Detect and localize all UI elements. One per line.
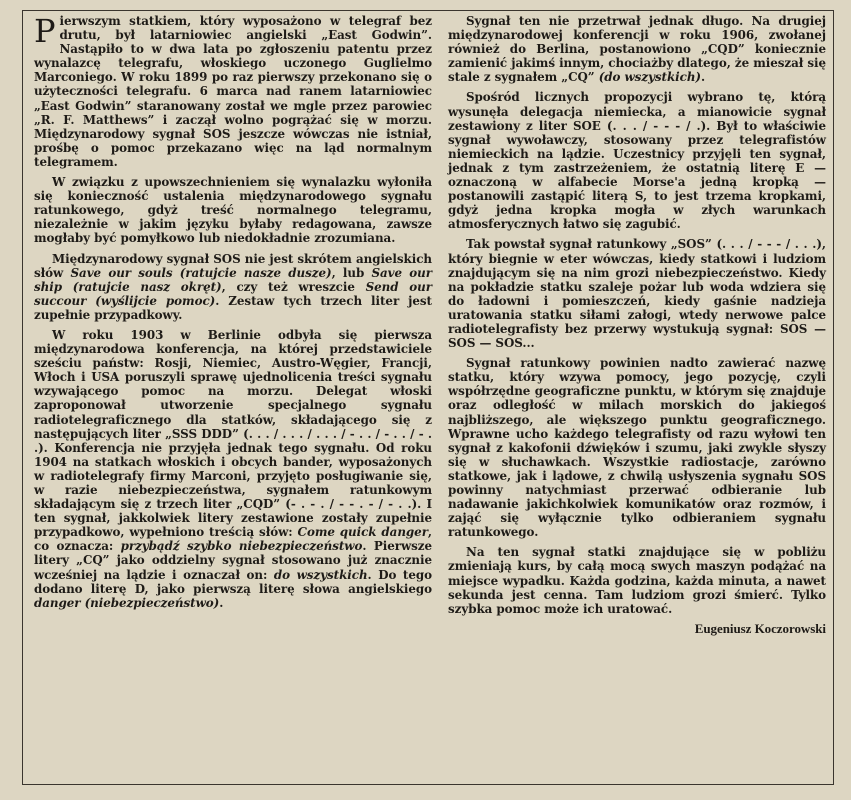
italic-phrase: (do wszystkich)	[598, 70, 701, 85]
paragraph-text: . Do tego dodano literę D, jako pierwszą literę słowa angielskiego	[34, 567, 432, 596]
paragraph-text: .	[219, 595, 224, 610]
paragraph-text: . Pierwsze litery „CQ” jako oddzielny sygnał stosowano już znacznie wcześniej na lądzie i oznaczał on:	[34, 539, 432, 582]
author-signature: Eugeniusz Koczorowski	[694, 620, 826, 636]
paragraph-text: ierwszym statkiem, który wyposażono w telegraf bez drutu, był latarniowiec angielski „East Godwin”. Nastąpiło to w dwa lata po zgłoszeniu patentu przez wynalazcę telegrafu, włoskiego uczonego Guglielmo Marconiego. W roku 1899 po raz pierwszy przekonano się o użyteczności telegrafu. 6 marca nad ranem latarniowiec „East Godwin” staranowany został we mgle przez parowiec „R. F. Matthews” i zaczął wolno pogrążać się w morzu. Międzynarodowy sygnał SOS jeszcze wówczas nie istniał, prośbę o pomoc przekazano więc na ląd normalnym telegramem.	[34, 14, 432, 169]
italic-phrase: danger (niebezpieczeństwo)	[34, 595, 220, 610]
paragraph-text: Sygnał ten nie przetrwał jednak długo. Na drugiej międzynarodowej konferencji w roku 1906, zwołanej również do Berlina, postanowiono „CQD” koniecznie zamienić jakimś innym, chociażby dlatego, że mieszał się stale z sygnałem „CQ”	[448, 14, 826, 85]
drop-cap: P	[34, 12, 56, 50]
paragraph-text: Sygnał ratunkowy powinien nadto zawierać nazwę statku, który wzywa pomocy, jego pozycję, czyli współrzędne geograficzne punktu, w którym się znajduje oraz odległość w milach morskich do jakiegoś najbliższego, ale większego punktu geograficznego. Wprawne ucho każdego telegrafisty od razu wyłowi ten sygnał z kakofonii dźwięków i szumu, jaki zwykle słyszy się w słuchawkach. Wszystkie radiostacje, zarówno statkowe, jak i lądowe, z chwilą usłyszenia sygnału SOS powinny natychmiast przerwać odbieranie lub nadawanie jakichkolwiek komunikatów oraz rozmów, i zająć się wyłącznie tylko odbieraniem sygnału ratunkowego.	[448, 356, 826, 540]
paragraph-text: , co oznacza:	[34, 525, 433, 554]
paragraph-3	[34, 252, 432, 322]
paragraph-text: Na ten sygnał statki znajdujące się w pobliżu zmieniają kurs, by całą mocą swych maszyn podążać na miejsce wypadku. Każda godzina, każda minuta, a nawet sekunda jest cenna. Tam ludziom grozi śmierć. Tylko szybka pomoc może ich uratować.	[448, 545, 826, 616]
paragraph-text: Spośród licznych propozycji wybrano tę, którą wysunęła delegacja niemiecka, a mianowicie sygnał zestawiony z liter SOE (. . . / - - - / .). Był to właściwie sygnał wywoławczy, stosowany przez telegrafistów niemieckich na lądzie. Uczestnicy przyjęli ten sygnał, jednak z tym zastrzeżeniem, że ostatnią literę E — oznaczoną w alfabecie Morse'a jedną kropką — postanowili zastąpić literą S, to jest trzema kropkami, gdyż jedna kropka mogła w złych warunkach atmosferycznych łatwo się zagubić.	[448, 90, 826, 232]
paragraph-7	[448, 237, 826, 350]
article-column-left	[34, 14, 432, 616]
italic-phrase: Save our ship (ratujcie nasz okręt)	[34, 265, 432, 294]
paragraph-9	[448, 545, 826, 615]
paragraph-1	[34, 14, 432, 169]
paragraph-6	[448, 90, 826, 231]
paragraph-text: .	[701, 70, 706, 85]
paragraph-text: W związku z upowszechnieniem się wynalazku wyłoniła się konieczność ustalenia międzynarodowego sygnału ratunkowego, gdyż treść normalnego telegramu, niezależnie w jakim języku byłaby redagowana, zawsze mogłaby być pomyłkowo lub niedokładnie zrozumiana.	[34, 175, 432, 246]
paragraph-4	[34, 328, 432, 610]
paragraph-8	[448, 356, 826, 539]
paragraph-text: , czy też wreszcie	[221, 279, 366, 294]
italic-phrase: Send our succour (wyślijcie pomoc)	[34, 279, 432, 308]
article-column-right	[448, 14, 826, 636]
paragraph-text: . Zestaw tych trzech liter jest zupełnie przypadkowy.	[34, 293, 432, 322]
italic-phrase: Come quick danger	[297, 525, 428, 540]
paragraph-text: W roku 1903 w Berlinie odbyła się pierwsza międzynarodowa konferencja, na której przedstawiciele sześciu państw: Rosji, Niemiec, Austro-Węgier, Francji, Włoch i USA poruszyli sprawę ujednolicenia treści sygnału wzywającego pomoc na morzu. Delegat włoski zaproponował utworzenie specjalnego sygnału radiotelegraficznego dla statków, składającego się z następujących liter „SSS DDD” (. . . / . . . / . . . / - . . / - . . / - . .). Konferencja nie przyjęła jednak tego sygnału. Od roku 1904 na statkach włoskich i obcych bander, wyposażonych w radiotelegrafy firmy Marconi, przyjęto posługiwanie się, w razie niebezpieczeństwa, sygnałem ratunkowym składającym się z trzech liter „CQD” (- . - . / - - . - / - . .). I ten sygnał, jakkolwiek litery zestawione zostały zupełnie przypadkowo, wypełniono treścią słów:	[34, 327, 432, 540]
paragraph-text: Międzynarodowy sygnał SOS nie jest skrótem angielskich słów	[34, 251, 432, 280]
paragraph-5	[448, 14, 826, 84]
paragraph-text: Tak powstał sygnał ratunkowy „SOS” (. . . / - - - / . . .), który biegnie w eter wówczas, kiedy statkowi i ludziom znajdującym się na nim grozi niebezpieczeństwo. Kiedy na pokładzie statku szaleje pożar lub woda wdziera się do ładowni i pomieszczeń, kiedy gaśnie nadzieja uratowania statku siłami załogi, wtedy nerwowe palce radiotelegrafisty bez przerwy wystukują sygnał: SOS — SOS — SOS...	[448, 237, 826, 351]
paragraph-2	[34, 175, 432, 245]
italic-phrase: do wszystkich	[273, 567, 368, 582]
paragraph-text: , lub	[331, 265, 372, 280]
italic-phrase: Save our souls (ratujcie nasze dusze)	[70, 265, 332, 280]
italic-phrase: przybądź szybko niebezpieczeństwo	[120, 539, 363, 554]
